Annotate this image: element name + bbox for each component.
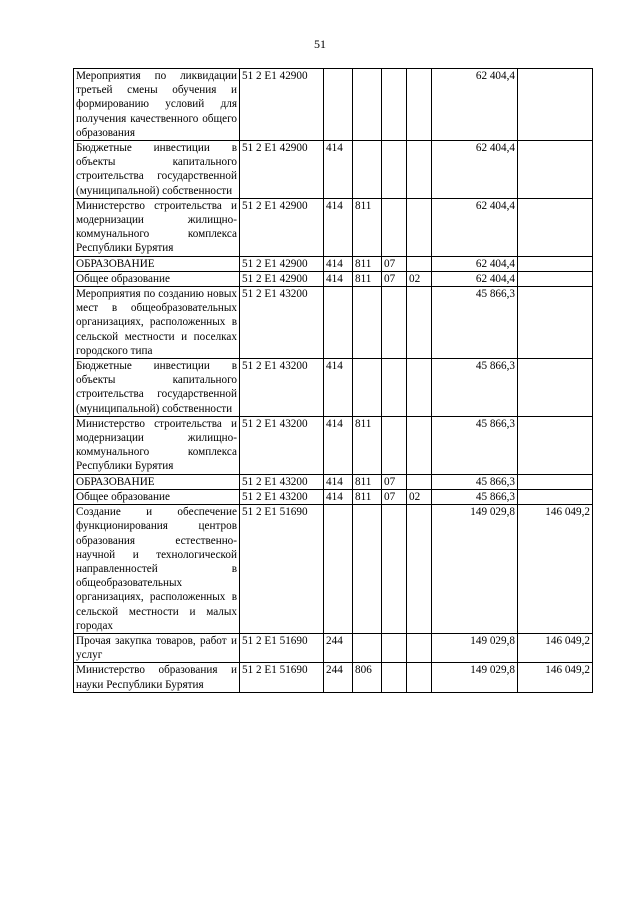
amount-cell-2 — [518, 271, 593, 286]
main-manager-cell — [353, 505, 382, 634]
row-name-cell: Бюджетные инвестиции в объекты капитального строительства государственной (муниципальной) собственности — [74, 359, 240, 417]
expense-type-cell: 414 — [324, 256, 353, 271]
target-article-cell: 51 2 E1 51690 — [240, 663, 324, 692]
amount-cell-2: 146 049,2 — [518, 633, 593, 662]
expense-type-cell: 414 — [324, 271, 353, 286]
main-manager-cell — [353, 633, 382, 662]
amount-cell-2 — [518, 359, 593, 417]
amount-cell: 149 029,8 — [432, 505, 518, 634]
row-name-cell: Создание и обеспечение функционирования центров образования естественно-научной и технологической направленностей в общеобразовательных организациях, расположенных в сельской местности и малых городах — [74, 505, 240, 634]
amount-cell: 45 866,3 — [432, 416, 518, 474]
main-manager-cell: 811 — [353, 198, 382, 256]
expense-type-cell: 414 — [324, 474, 353, 489]
target-article-cell: 51 2 E1 43200 — [240, 489, 324, 504]
table-row — [74, 633, 593, 662]
amount-cell: 149 029,8 — [432, 633, 518, 662]
table-row — [74, 663, 593, 692]
target-article-cell: 51 2 E1 42900 — [240, 69, 324, 141]
row-name-cell: Министерство строительства и модернизации жилищно-коммунального комплекса Республики Бурятия — [74, 416, 240, 474]
amount-cell: 62 404,4 — [432, 198, 518, 256]
section-cell — [382, 359, 407, 417]
main-manager-cell — [353, 287, 382, 359]
row-name-cell: Прочая закупка товаров, работ и услуг — [74, 633, 240, 662]
section-cell — [382, 198, 407, 256]
page-number: 51 — [314, 37, 326, 51]
row-name-cell: ОБРАЗОВАНИЕ — [74, 256, 240, 271]
section-cell: 07 — [382, 474, 407, 489]
subsection-cell — [407, 359, 432, 417]
amount-cell: 149 029,8 — [432, 663, 518, 692]
section-cell — [382, 416, 407, 474]
subsection-cell: 02 — [407, 489, 432, 504]
expense-type-cell: 414 — [324, 359, 353, 417]
section-cell — [382, 141, 407, 199]
main-manager-cell: 806 — [353, 663, 382, 692]
table-row — [74, 69, 593, 141]
row-name-cell: Министерство образования и науки Республики Бурятия — [74, 663, 240, 692]
expense-type-cell: 244 — [324, 663, 353, 692]
amount-cell: 45 866,3 — [432, 359, 518, 417]
section-cell — [382, 633, 407, 662]
row-name-cell: Мероприятия по ликвидации третьей смены обучения и формированию условий для получения качественного общего образования — [74, 69, 240, 141]
amount-cell-2 — [518, 198, 593, 256]
row-name-cell: Министерство строительства и модернизации жилищно-коммунального комплекса Республики Бурятия — [74, 198, 240, 256]
expense-type-cell: 414 — [324, 416, 353, 474]
subsection-cell — [407, 287, 432, 359]
target-article-cell: 51 2 E1 42900 — [240, 256, 324, 271]
target-article-cell: 51 2 E1 43200 — [240, 287, 324, 359]
budget-table-body — [74, 69, 593, 693]
expense-type-cell — [324, 505, 353, 634]
amount-cell: 62 404,4 — [432, 69, 518, 141]
expense-type-cell: 414 — [324, 489, 353, 504]
section-cell — [382, 69, 407, 141]
target-article-cell: 51 2 E1 42900 — [240, 271, 324, 286]
section-cell — [382, 663, 407, 692]
row-name-cell: Общее образование — [74, 489, 240, 504]
main-manager-cell — [353, 69, 382, 141]
table-row — [74, 198, 593, 256]
table-row — [74, 416, 593, 474]
table-row — [74, 359, 593, 417]
target-article-cell: 51 2 E1 51690 — [240, 633, 324, 662]
subsection-cell — [407, 474, 432, 489]
subsection-cell — [407, 633, 432, 662]
section-cell — [382, 505, 407, 634]
table-row — [74, 271, 593, 286]
subsection-cell — [407, 663, 432, 692]
row-name-cell: ОБРАЗОВАНИЕ — [74, 474, 240, 489]
table-row — [74, 256, 593, 271]
expense-type-cell: 414 — [324, 141, 353, 199]
main-manager-cell — [353, 141, 382, 199]
section-cell — [382, 287, 407, 359]
target-article-cell: 51 2 E1 43200 — [240, 359, 324, 417]
subsection-cell — [407, 198, 432, 256]
amount-cell-2 — [518, 69, 593, 141]
expense-type-cell — [324, 287, 353, 359]
target-article-cell: 51 2 E1 42900 — [240, 198, 324, 256]
amount-cell: 62 404,4 — [432, 256, 518, 271]
table-row — [74, 489, 593, 504]
main-manager-cell: 811 — [353, 416, 382, 474]
target-article-cell: 51 2 E1 43200 — [240, 416, 324, 474]
subsection-cell — [407, 416, 432, 474]
amount-cell: 45 866,3 — [432, 287, 518, 359]
expense-type-cell: 244 — [324, 633, 353, 662]
amount-cell: 62 404,4 — [432, 271, 518, 286]
main-manager-cell: 811 — [353, 474, 382, 489]
row-name-cell: Общее образование — [74, 271, 240, 286]
table-row — [74, 287, 593, 359]
expense-type-cell: 414 — [324, 198, 353, 256]
amount-cell-2 — [518, 256, 593, 271]
subsection-cell — [407, 69, 432, 141]
table-row — [74, 505, 593, 634]
target-article-cell: 51 2 E1 51690 — [240, 505, 324, 634]
main-manager-cell: 811 — [353, 256, 382, 271]
subsection-cell — [407, 141, 432, 199]
amount-cell-2: 146 049,2 — [518, 505, 593, 634]
amount-cell: 45 866,3 — [432, 489, 518, 504]
amount-cell: 45 866,3 — [432, 474, 518, 489]
target-article-cell: 51 2 E1 43200 — [240, 474, 324, 489]
main-manager-cell: 811 — [353, 271, 382, 286]
table-row — [74, 474, 593, 489]
expense-type-cell — [324, 69, 353, 141]
row-name-cell: Бюджетные инвестиции в объекты капитального строительства государственной (муниципальной) собственности — [74, 141, 240, 199]
amount-cell-2 — [518, 287, 593, 359]
section-cell: 07 — [382, 256, 407, 271]
section-cell: 07 — [382, 271, 407, 286]
subsection-cell — [407, 505, 432, 634]
amount-cell-2 — [518, 141, 593, 199]
amount-cell: 62 404,4 — [432, 141, 518, 199]
table-row — [74, 141, 593, 199]
main-manager-cell — [353, 359, 382, 417]
amount-cell-2 — [518, 416, 593, 474]
amount-cell-2 — [518, 489, 593, 504]
section-cell: 07 — [382, 489, 407, 504]
main-manager-cell: 811 — [353, 489, 382, 504]
amount-cell-2 — [518, 474, 593, 489]
subsection-cell: 02 — [407, 271, 432, 286]
subsection-cell — [407, 256, 432, 271]
row-name-cell: Мероприятия по созданию новых мест в общеобразовательных организациях, расположенных в сельской местности и поселках городского типа — [74, 287, 240, 359]
budget-table — [73, 68, 593, 693]
target-article-cell: 51 2 E1 42900 — [240, 141, 324, 199]
amount-cell-2: 146 049,2 — [518, 663, 593, 692]
